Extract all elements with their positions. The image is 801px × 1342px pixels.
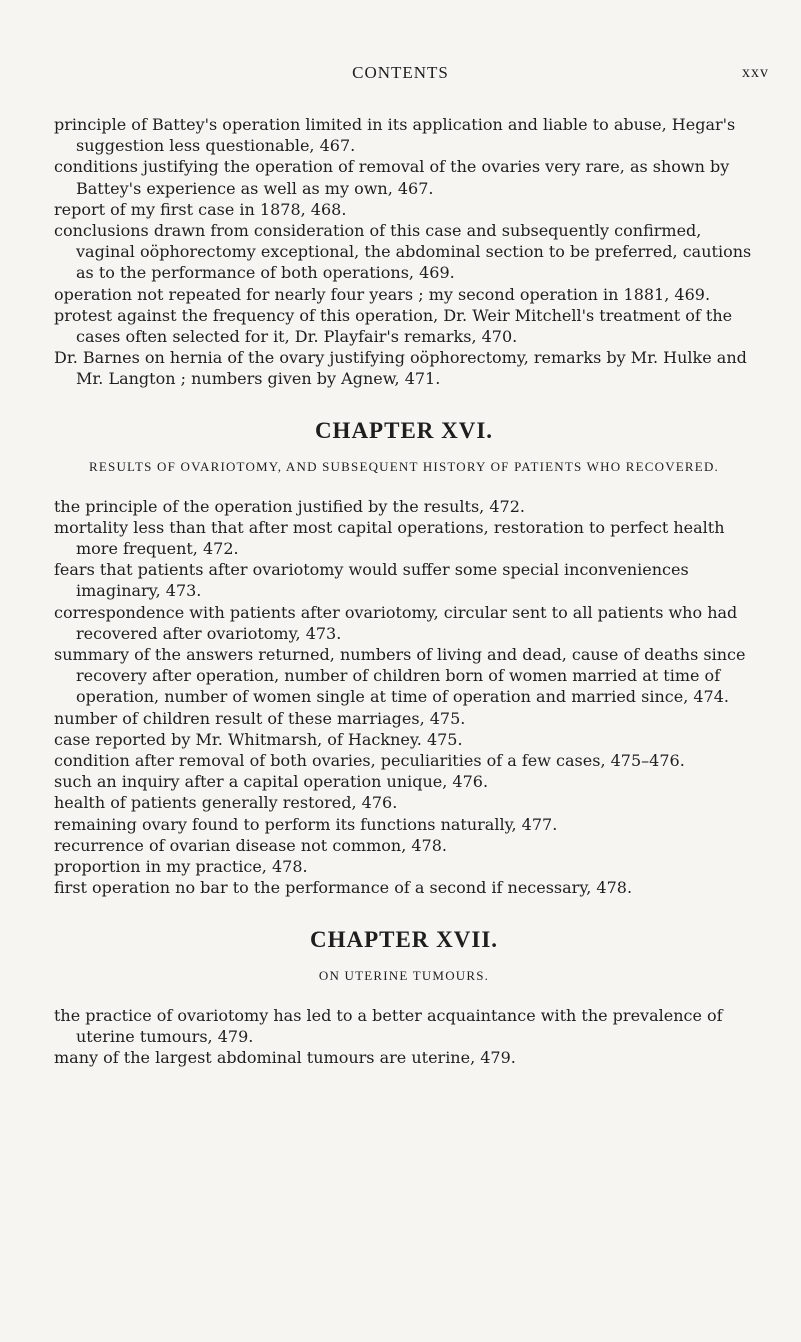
page-number: xxv	[742, 64, 769, 81]
list-item: operation not repeated for nearly four years ; my second operation in 1881, 469.	[54, 284, 711, 304]
list-item: the principle of the operation justified by the results, 472.	[54, 496, 525, 516]
list-item: remaining ovary found to perform its functions naturally, 477.	[54, 814, 558, 834]
page-title: CONTENTS	[352, 63, 449, 82]
list-item: Dr. Barnes on hernia of the ovary justifying oöphorectomy, remarks by Mr. Hulke and Mr. Langton ; numbers given by Agnew, 471.	[54, 348, 747, 389]
chapter-subheading: ON UTERINE TUMOURS.	[318, 967, 490, 983]
list-item: conditions justifying the operation of removal of the ovaries very rare, as shown by Battey's experience as well as my own, 467.	[54, 157, 730, 198]
list-item: correspondence with patients after ovariotomy, circular sent to all patients who had recovered after ovariotomy, 473.	[54, 602, 738, 643]
chapter-heading: CHAPTER XVI.	[314, 417, 494, 443]
contents-body	[54, 114, 754, 1068]
chapter-xvi	[54, 417, 754, 899]
list-item: condition after removal of both ovaries, peculiarities of a few cases, 475–476.	[54, 751, 685, 771]
list-item: fears that patients after ovariotomy would suffer some special inconveniences imaginary, 473.	[54, 560, 689, 601]
chapter-heading: CHAPTER XVII.	[309, 926, 499, 952]
list-item: protest against the frequency of this operation, Dr. Weir Mitchell's treatment of the cases often selected for it, Dr. Playfair's remarks, 470.	[54, 305, 733, 347]
list-item: the practice of ovariotomy has led to a better acquaintance with the prevalence of uterine tumours, 479.	[54, 1005, 723, 1046]
list-item: proportion in my practice, 478.	[54, 857, 308, 877]
list-item: mortality less than that after most capital operations, restoration to perfect health more frequent, 472.	[54, 517, 725, 559]
list-item: principle of Battey's operation limited in its application and liable to abuse, Hegar's suggestion less questionable, 467.	[54, 115, 736, 156]
list-item: number of children result of these marriages, 475.	[54, 708, 466, 728]
list-item: summary of the answers returned, numbers of living and dead, cause of deaths since recovery after operation, number of children born of women married at time of operation, number of women single at time of operation and married since, 474.	[54, 645, 746, 707]
running-head	[0, 63, 801, 87]
list-item: health of patients generally restored, 476.	[54, 793, 398, 813]
list-item: first operation no bar to the performance of a second if necessary, 478.	[54, 878, 633, 898]
list-item: case reported by Mr. Whitmarsh, of Hackney. 475.	[54, 729, 463, 749]
chapter-xv-continuation	[54, 114, 754, 390]
list-item: conclusions drawn from consideration of this case and subsequently confirmed, vaginal oöphorectomy exceptional, the abdominal section to be preferred, cautions as to the performance of both operations, 469.	[54, 221, 752, 283]
list-item: recurrence of ovarian disease not common, 478.	[54, 835, 447, 855]
list-item: such an inquiry after a capital operation unique, 476.	[54, 772, 489, 792]
chapter-subheading: RESULTS OF OVARIOTOMY, AND SUBSEQUENT HISTORY OF PATIENTS WHO RECOVERED.	[89, 458, 719, 474]
list-item: report of my first case in 1878, 468.	[54, 199, 347, 219]
list-item: many of the largest abdominal tumours are uterine, 479.	[54, 1047, 516, 1067]
chapter-xvii	[54, 926, 754, 1069]
